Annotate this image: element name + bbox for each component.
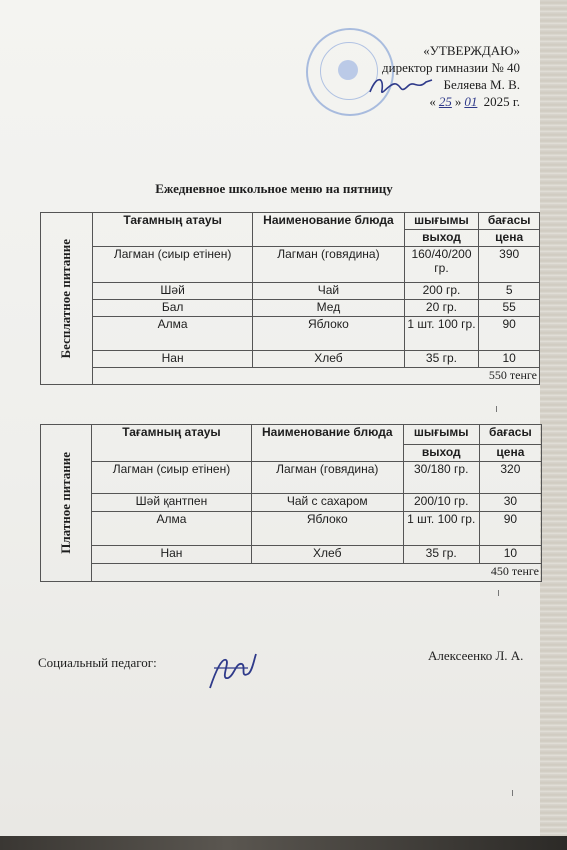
approval-month: 01 xyxy=(464,94,478,109)
table-row: Нан Хлеб 35 гр. 10 xyxy=(41,546,542,564)
header-ru-name: Наименование блюда xyxy=(251,425,403,462)
table-row: Шәй қантпен Чай с сахаром 200/10 гр. 30 xyxy=(41,494,542,512)
table-row: Лагман (сиыр етінен) Лагман (говядина) 30/180 гр. 320 xyxy=(41,462,542,494)
header-kz-name: Тағамның атауы xyxy=(92,213,252,247)
header-output-kz: шығымы xyxy=(403,425,479,445)
approval-year: 2025 г. xyxy=(483,94,520,109)
approval-day: 25 xyxy=(438,94,452,109)
punch-mark xyxy=(498,590,499,596)
free-menu-side-label: Бесплатное питание xyxy=(41,213,93,385)
header-output-ru: выход xyxy=(404,230,479,247)
approval-heading: «УТВЕРЖДАЮ» xyxy=(423,43,520,58)
punch-mark xyxy=(512,790,513,796)
header-price-ru: цена xyxy=(479,230,540,247)
footer-name: Алексеенко Л. А. xyxy=(428,648,524,663)
approval-name: Беляева М. В. xyxy=(443,77,520,92)
paid-menu-side-label: Платное питание xyxy=(41,425,92,582)
director-signature-icon xyxy=(366,72,436,100)
table-row: Бал Мед 20 гр. 55 xyxy=(41,300,540,317)
header-kz-name: Тағамның атауы xyxy=(92,425,252,462)
pedagogue-signature-icon xyxy=(204,650,260,694)
footer-role: Социальный педагог: xyxy=(38,655,157,670)
free-menu-total: 550 тенге xyxy=(92,368,539,385)
table-surface xyxy=(0,836,567,850)
table-row: Алма Яблоко 1 шт. 100 гр. 90 xyxy=(41,317,540,351)
header-price-kz: бағасы xyxy=(479,213,540,230)
table-row: Алма Яблоко 1 шт. 100 гр. 90 xyxy=(41,512,542,546)
header-output-ru: выход xyxy=(403,445,479,462)
paper-stack-edge xyxy=(540,0,567,850)
header-price-kz: бағасы xyxy=(479,425,541,445)
page-title: Ежедневное школьное меню на пятницу xyxy=(155,181,393,196)
header-price-ru: цена xyxy=(479,445,541,462)
header-output-kz: шығымы xyxy=(404,213,479,230)
table-row: Нан Хлеб 35 гр. 10 xyxy=(41,351,540,368)
table-row: Шәй Чай 200 гр. 5 xyxy=(41,283,540,300)
paid-menu-table xyxy=(40,424,542,582)
paid-menu-total: 450 тенге xyxy=(92,564,542,582)
free-menu-table xyxy=(40,212,540,385)
approval-date: « 25 » 01 2025 г. xyxy=(429,94,520,109)
approval-position: директор гимназии № 40 xyxy=(382,60,520,75)
table-row: Лагман (сиыр етінен) Лагман (говядина) 160/40/200 гр. 390 xyxy=(41,247,540,283)
header-ru-name: Наименование блюда xyxy=(253,213,404,247)
punch-mark xyxy=(496,406,497,412)
